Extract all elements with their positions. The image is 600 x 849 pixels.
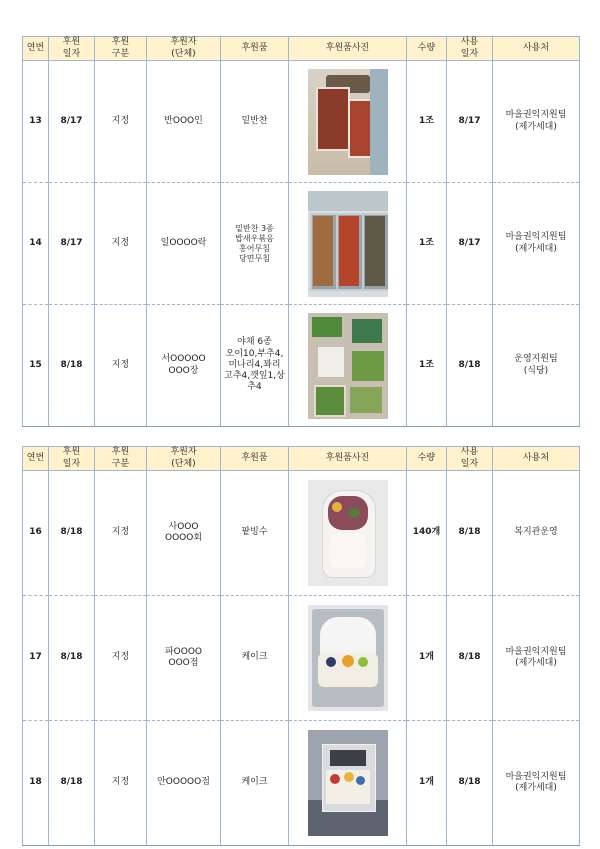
row-no: 18	[23, 721, 49, 846]
header-type: 후원 구분	[95, 447, 147, 471]
row-place: 복지관운영	[493, 471, 580, 596]
row-type: 지정	[95, 721, 147, 846]
header-item: 후원품	[221, 37, 289, 61]
header-photo: 후원품사진	[289, 37, 407, 61]
row-use-date: 8/18	[447, 721, 493, 846]
header-no: 연번	[23, 37, 49, 61]
row-type: 지정	[95, 596, 147, 721]
row-item: 밑반찬	[221, 61, 289, 183]
table-header-row	[23, 37, 580, 61]
row-qty: 1개	[407, 721, 447, 846]
row-item: 야채 6종 오이10,부추4, 미나리4,꽈리 고추4,깻잎1,상 추4	[221, 305, 289, 427]
row-use-date: 8/17	[447, 183, 493, 305]
row-item: 밑반찬 3종 밥새우볶음 홍어무침 당면무침	[221, 183, 289, 305]
row-date: 8/18	[49, 596, 95, 721]
table-row	[23, 471, 580, 596]
row-qty: 1조	[407, 61, 447, 183]
steel-trays-photo	[308, 191, 388, 297]
row-donor: 반OOO인	[147, 61, 221, 183]
header-donor: 후원자 (단체)	[147, 37, 221, 61]
header-photo: 후원품사진	[289, 447, 407, 471]
row-use-date: 8/18	[447, 596, 493, 721]
row-date: 8/17	[49, 61, 95, 183]
row-photo	[289, 183, 407, 305]
row-type: 지정	[95, 183, 147, 305]
row-photo	[289, 61, 407, 183]
row-place: 마을권익지원팀 (제가세대)	[493, 721, 580, 846]
table-row	[23, 305, 580, 427]
table-row	[23, 721, 580, 846]
row-date: 8/18	[49, 721, 95, 846]
row-photo	[289, 471, 407, 596]
side-dish-containers-photo	[308, 69, 388, 175]
header-qty: 수량	[407, 447, 447, 471]
cake-clear-box-photo	[308, 730, 388, 836]
row-item: 케이크	[221, 721, 289, 846]
row-use-date: 8/18	[447, 471, 493, 596]
row-no: 17	[23, 596, 49, 721]
patbingsu-cup-photo	[308, 480, 388, 586]
table-row	[23, 183, 580, 305]
row-photo	[289, 721, 407, 846]
donation-table-1	[22, 36, 580, 427]
table-row	[23, 61, 580, 183]
header-type: 후원 구분	[95, 37, 147, 61]
row-no: 14	[23, 183, 49, 305]
row-donor: 파OOOO OOO점	[147, 596, 221, 721]
row-photo	[289, 596, 407, 721]
row-qty: 1조	[407, 183, 447, 305]
row-qty: 1조	[407, 305, 447, 427]
row-photo	[289, 305, 407, 427]
table-header-row	[23, 447, 580, 471]
row-item: 케이크	[221, 596, 289, 721]
cake-box-photo	[308, 605, 388, 711]
row-item: 팥빙수	[221, 471, 289, 596]
row-date: 8/17	[49, 183, 95, 305]
row-type: 지정	[95, 305, 147, 427]
row-place: 마을권익지원팀 (제가세대)	[493, 596, 580, 721]
row-date: 8/18	[49, 305, 95, 427]
row-use-date: 8/17	[447, 61, 493, 183]
header-date: 후원 일자	[49, 37, 95, 61]
row-place: 운영지원팀 (식당)	[493, 305, 580, 427]
row-donor: 일OOOO락	[147, 183, 221, 305]
row-qty: 140개	[407, 471, 447, 596]
row-no: 13	[23, 61, 49, 183]
row-place: 마을권익지원팀 (제가세대)	[493, 183, 580, 305]
row-use-date: 8/18	[447, 305, 493, 427]
row-donor: 사OOO OOOO회	[147, 471, 221, 596]
row-type: 지정	[95, 471, 147, 596]
row-qty: 1개	[407, 596, 447, 721]
table-row	[23, 596, 580, 721]
header-qty: 수량	[407, 37, 447, 61]
row-donor: 안OOOOO점	[147, 721, 221, 846]
row-date: 8/18	[49, 471, 95, 596]
row-place: 마을권익지원팀 (제가세대)	[493, 61, 580, 183]
row-donor: 서OOOOO OOO장	[147, 305, 221, 427]
vegetable-boxes-photo	[308, 313, 388, 419]
row-no: 15	[23, 305, 49, 427]
row-type: 지정	[95, 61, 147, 183]
header-place: 사용처	[493, 447, 580, 471]
donation-table-2	[22, 446, 580, 846]
header-item: 후원품	[221, 447, 289, 471]
header-donor: 후원자 (단체)	[147, 447, 221, 471]
header-use-date: 사용 일자	[447, 447, 493, 471]
header-date: 후원 일자	[49, 447, 95, 471]
header-use-date: 사용 일자	[447, 37, 493, 61]
header-no: 연번	[23, 447, 49, 471]
header-place: 사용처	[493, 37, 580, 61]
row-no: 16	[23, 471, 49, 596]
